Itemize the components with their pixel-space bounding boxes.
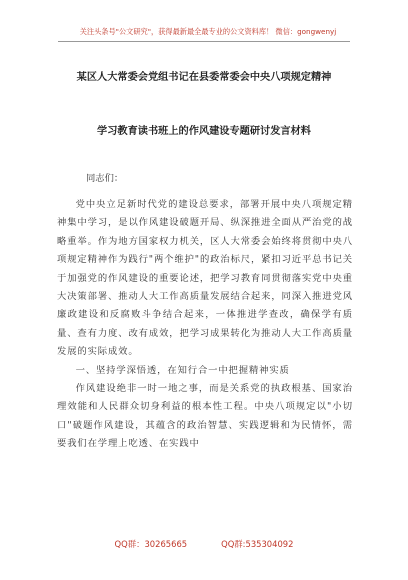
section-heading-1: 一、坚持学深悟透，在知行合一中把握精神实质 bbox=[75, 364, 290, 376]
document-title-line-2: 学习教育读书班上的作风建设专题研讨发言材料 bbox=[97, 126, 311, 137]
greeting: 同志们： bbox=[86, 173, 124, 184]
header-banner: 关注头条号"公文研究"，获得最新最全最专业的公文资料库！ 微信：gongwenyj bbox=[79, 27, 337, 36]
footer bbox=[0, 538, 408, 550]
footer-qq-group-1: QQ群：30265665 bbox=[114, 539, 188, 549]
footer-qq-group-2: QQ群:535304092 bbox=[221, 539, 294, 549]
document-body bbox=[57, 196, 353, 454]
body-paragraph-2: 作风建设绝非一时一地之事，而是关系党的执政根基、国家治理效能和人民群众切身利益的根本性工程。中央八项规定以"小切口"破题作风建设，其蕴含的政治智慧、实践逻辑和为民情怀，需要我们在学理上吃透、在实践中 bbox=[57, 383, 353, 450]
body-paragraph-1: 党中央立足新时代党的建设总要求，部署开展中央八项规定精神集中学习，是以作风建设破题开局、纵深推进全面从严治党的战略重举。作为地方国家权力机关，区人大常委会始终将贯彻中央八项规定精神作为践行"两个维护"的政治标尺，紧扣习近平总书记关于加强党的作风建设的重要论述，把学习教育同贯彻落实党中央重大决策部署、推动人大工作高质量发展结合起来，同深入推进党风廉政建设和反腐败斗争结合起来，一体推进学查改，确保学有质量、查有力度、改有成效，把学习成果转化为推动人大工作高质量发展的实际成效。 bbox=[57, 199, 353, 358]
header-divider bbox=[58, 41, 350, 42]
document-title-line-1: 某区人大常委会党组书记在县委常委会中央八项规定精神 bbox=[76, 72, 332, 83]
